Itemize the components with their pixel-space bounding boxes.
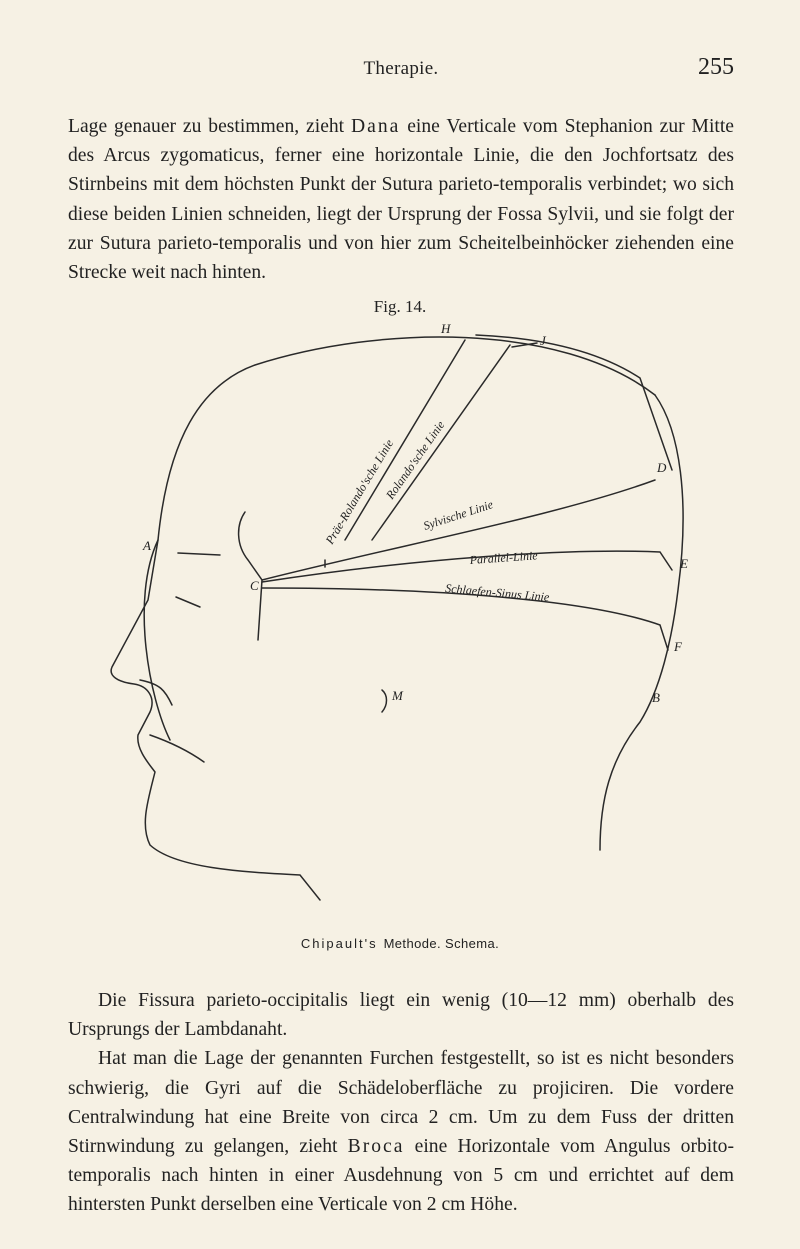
label-prae-rolando-line: Präe-Rolando'sche Linie: [322, 436, 397, 547]
parallel-line: [262, 551, 672, 582]
chin-mark: [150, 735, 204, 762]
ear-mark: [382, 690, 387, 712]
head-outline: [111, 337, 655, 900]
eye-mark: [178, 553, 220, 555]
paragraph-3: [68, 1044, 734, 1219]
caption-text: Methode. Schema.: [383, 936, 500, 951]
paragraph-2: [68, 986, 734, 1220]
paragraph-3-text-a: Hat man die Lage der genannten Furchen festgestellt, so ist es nicht besonders schwierig, die Gyri auf die Schädeloberfläche zu projiciren. Die vordere Centralwindung hat eine Breite von circa 2 cm. Um zu dem Fuss der dritten Stirnwindung zu gelangen, zieht: [68, 1048, 734, 1158]
label-parallel-line: Parallel-Linie: [469, 548, 539, 567]
running-head: Therapie.: [363, 58, 439, 79]
caption-author: Chipault's: [300, 936, 378, 951]
paragraph-3-text-b: eine Horizontale vom Angulus orbito-temporalis nach hinten in einer Ausdehnung von 5 cm und errichtet auf dem hintersten Punkt derselben eine Verticale von 2 cm Höhe.: [68, 1136, 734, 1216]
label-sylvian-line: Sylvische Linie: [421, 497, 495, 533]
prae-rolando-line: [345, 340, 465, 540]
paragraph-2-sentence-1: Die Fissura parieto-occipitalis liegt ein wenig (10—12 mm) oberhalb des Ursprungs der Lambdanaht.: [68, 990, 734, 1041]
label-temporal-sinus-line: Schlaefen-Sinus Linie: [444, 581, 550, 605]
page-header: [68, 54, 734, 88]
author-name-broca: Broca: [347, 1136, 405, 1158]
label-f: F: [674, 639, 682, 654]
paragraph-1: [68, 112, 734, 287]
vertical-line-a-b: [144, 540, 170, 740]
label-m: M: [392, 688, 403, 703]
brow-curve: [239, 512, 262, 640]
label-h: H: [441, 321, 451, 336]
label-e: E: [680, 556, 688, 571]
figure-caption: [0, 936, 800, 951]
sylvian-line: [262, 480, 655, 580]
page-number: 255: [698, 54, 734, 80]
occiput-outline: [600, 395, 683, 850]
label-b: B: [652, 690, 660, 705]
label-rolando-line: Rolando'sche Linie: [382, 418, 448, 502]
paragraph-1-text-a: Lage genauer zu bestimmen, zieht: [68, 116, 352, 137]
label-j: J: [540, 333, 546, 348]
label-a: A: [143, 538, 151, 553]
nose-mark: [176, 597, 200, 607]
label-d: D: [657, 460, 667, 475]
author-name-dana: Dana: [351, 116, 401, 137]
label-c: C: [250, 578, 259, 593]
paragraph-1-text-b: eine Verticale vom Stephanion zur Mitte des Arcus zygomaticus, ferner eine horizontale Linie, die den Jochfortsatz des Stirnbeins mit dem höchsten Punkt der Sutura parieto-temporalis verbindet; wo sich diese beiden Linien schneiden, liegt der Ursprung der Fossa Sylvii, und sie folgt der zur Sutura parieto-temporalis und von hier zum Scheitelbeinhöcker ziehenden eine Strecke weit nach hinten.: [68, 116, 734, 284]
skull-schema-figure: [0, 315, 800, 933]
temporal-sinus-line: [262, 588, 668, 650]
figure-title: Fig. 14.: [373, 297, 427, 316]
